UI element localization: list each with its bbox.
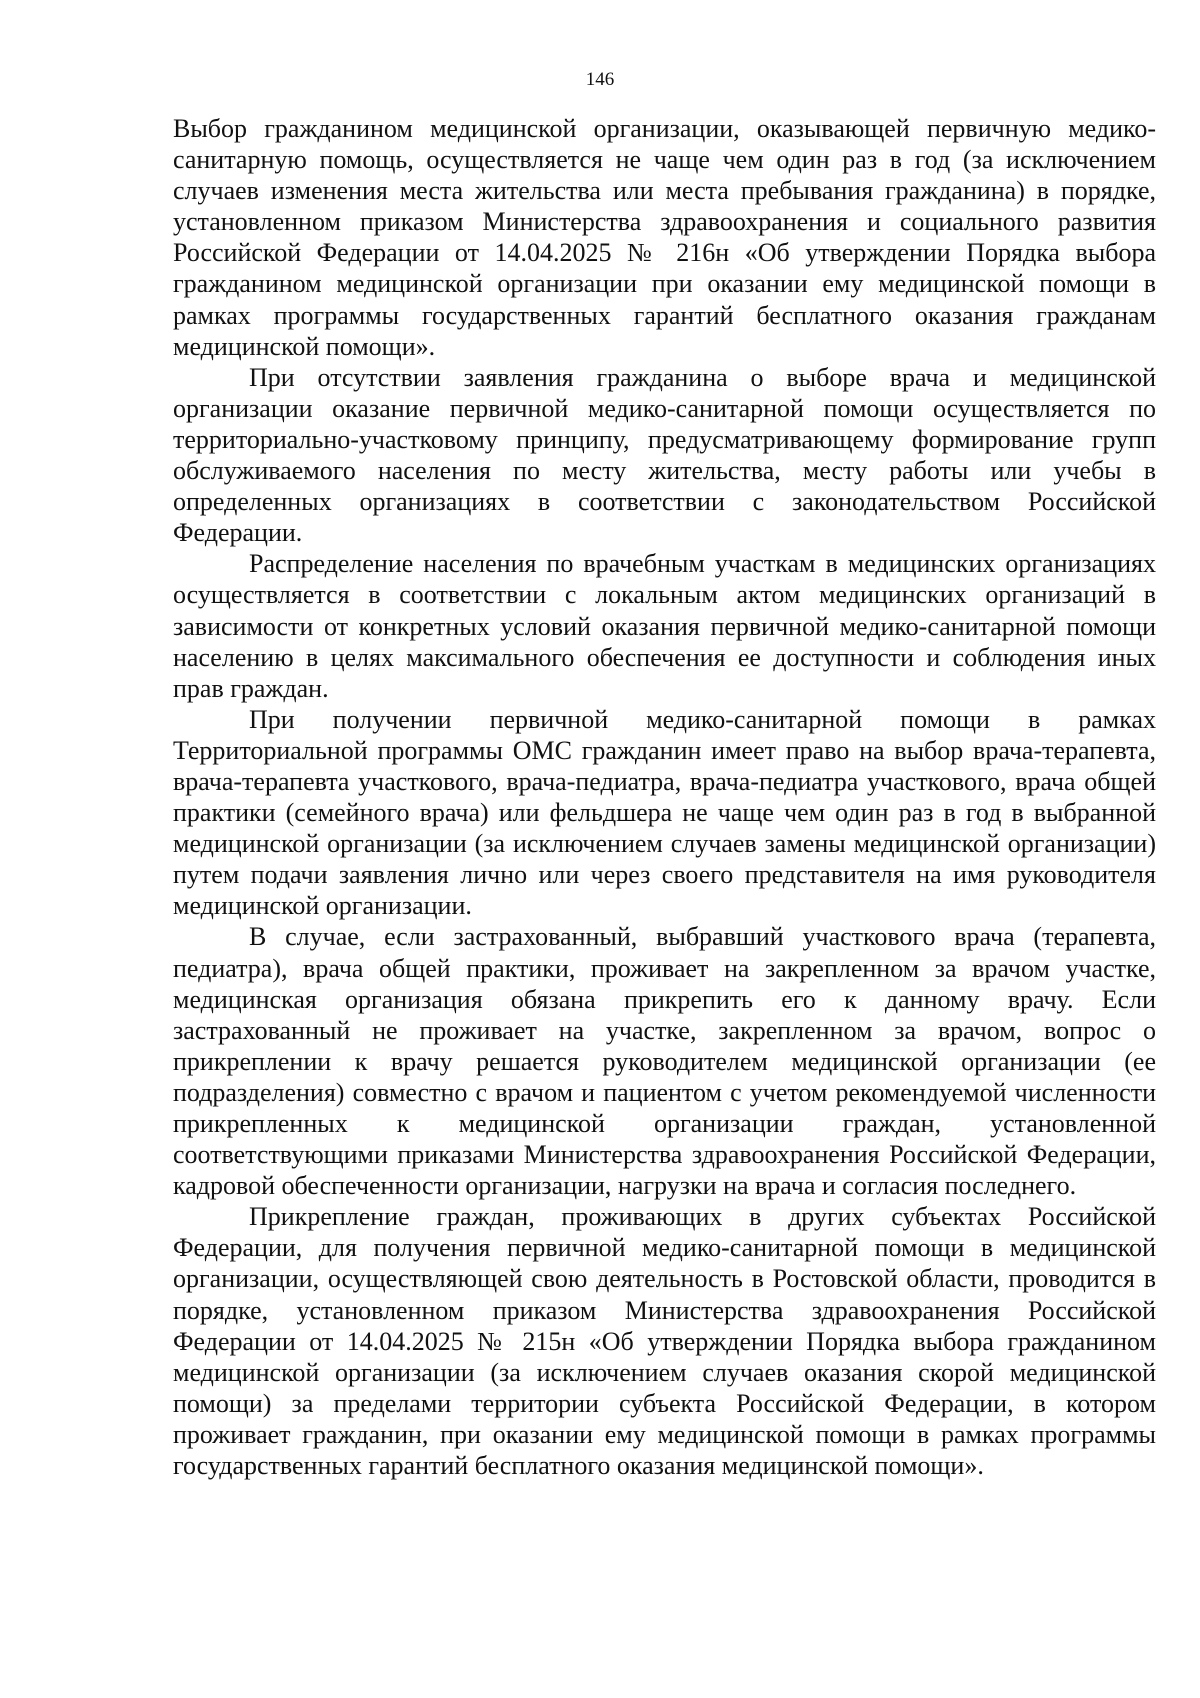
paragraph-district-distribution: Распределение населения по врачебным участкам в медицинских организациях осуществляется в соответствии с локальным актом медицинских организаций в зависимости от конкретных условий оказания первичной медико-санитарной помощи населению в целях максимального обеспечения ее доступности и соблюдения иных прав граждан. (173, 549, 1156, 703)
paragraph-attachment-to-doctor: В случае, если застрахованный, выбравший участкового врача (терапевта, педиатра), врача общей практики, проживает на закрепленном за врачом участке, медицинская организация обязана прикрепить его к данному врачу. Если застрахованный не проживает на участке, закрепленном за врачом, вопрос о прикреплении к врачу решается руководителем медицинской организации (ее подразделения) совместно с врачом и пациентом с учетом рекомендуемой численности прикрепленных к медицинской организации граждан, установленной соответствующими приказами Министерства здравоохранения Российской Федерации, кадровой обеспеченности организации, нагрузки на врача и согласия последнего. (173, 922, 1156, 1201)
paragraph-territorial-principle: При отсутствии заявления гражданина о выборе врача и медицинской организации оказание первичной медико-санитарной помощи осуществляется по территориально-участковому принципу, предусматривающему формирование групп обслуживаемого населения по месту жительства, месту работы или учебы в определенных организациях в соответствии с законодательством Российской Федерации. (173, 362, 1156, 548)
paragraph-doctor-choice-order: Выбор гражданином медицинской организации, оказывающей первичную медико-санитарную помощь, осуществляется не чаще чем один раз в год (за исключением случаев изменения места жительства или места пребывания гражданина) в порядке, установленном приказом Министерства здравоохранения и социального развития Российской Федерации от 14.04.2025 № 216н «Об утверждении Порядка выбора гражданином медицинской организации при оказании ему медицинской помощи в рамках программы государственных гарантий бесплатного оказания гражданам медицинской помощи». (173, 114, 1156, 361)
page-number: 146 (585, 69, 615, 90)
paragraph-other-regions-attachment: Прикрепление граждан, проживающих в других субъектах Российской Федерации, для получения первичной медико-санитарной помощи в медицинской организации, осуществляющей свою деятельность в Ростовской области, проводится в порядке, установленном приказом Министерства здравоохранения Российской Федерации от 14.04.2025 № 215н «Об утверждении Порядка выбора гражданином медицинской организации (за исключением случаев оказания скорой медицинской помощи) за пределами территории субъекта Российской Федерации, в котором проживает гражданин, при оказании ему медицинской помощи в рамках программы государственных гарантий бесплатного оказания медицинской помощи». (173, 1202, 1156, 1481)
document-body (173, 113, 1156, 1481)
paragraph-right-to-choose-doctor: При получении первичной медико-санитарной помощи в рамках Территориальной программы ОМС гражданин имеет право на выбор врача-терапевта, врача-терапевта участкового, врача-педиатра, врача-педиатра участкового, врача общей практики (семейного врача) или фельдшера не чаще чем один раз в год в выбранной медицинской организации (за исключением случаев замены медицинской организации) путем подачи заявления лично или через своего представителя на имя руководителя медицинской организации. (173, 704, 1156, 921)
